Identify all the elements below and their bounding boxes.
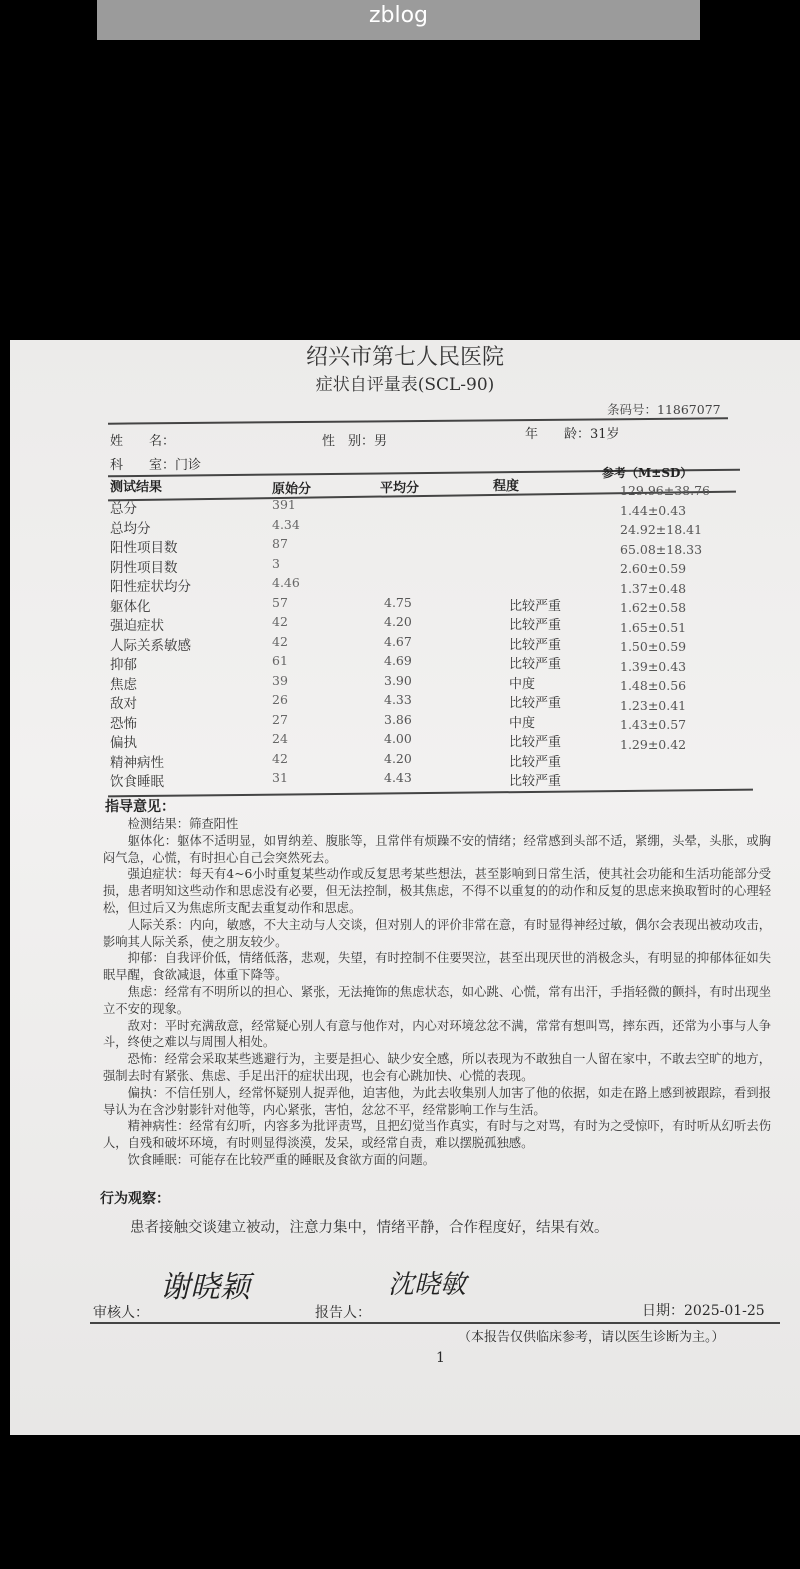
row-raw-score: 57 (272, 594, 288, 610)
reviewer-signature: 谢晓颖 (160, 1270, 250, 1305)
guidance-paragraph: 敌对：平时充满敌意，经常疑心别人有意与他作对，内心对环境忿忿不满，常常有想叫骂，摔东西，还常为小事与人争斗，终使之难以与周围人相处。 (103, 1018, 771, 1050)
reporter-label: 报告人： (315, 1305, 371, 1321)
row-raw-score: 24 (272, 731, 288, 746)
row-average (384, 575, 509, 595)
row-name: 饮食睡眠 (110, 774, 164, 790)
header-raw: 原始分 (272, 482, 312, 497)
row-name: 躯体化 (110, 598, 151, 615)
guidance-paragraph: 偏执：不信任别人，经常怀疑别人捉弄他，迫害他，为此去收集别人加害了他的依据，如走在路上感到被跟踪，看到报导认为在含沙射影针对他等，内心紧张，害怕，忿忿不平，经常影响工作与生活。 (103, 1085, 771, 1117)
page-number: 1 (436, 1350, 445, 1366)
row-raw-score: 4.46 (272, 575, 300, 590)
reference-value: 1.48±0.56 (620, 678, 687, 693)
reviewer-label: 审核人： (93, 1305, 149, 1321)
row-raw-score: 391 (272, 497, 296, 512)
reference-value: 1.43±0.57 (620, 717, 687, 732)
row-name: 阳性症状均分 (110, 579, 191, 595)
guidance-title: 指导意见： (105, 799, 175, 815)
hospital-name: 绍兴市第七人民医院 (305, 345, 504, 370)
row-name: 敌对 (110, 696, 137, 712)
row-raw-score: 26 (272, 692, 288, 707)
row-degree: 比较严重 (509, 696, 562, 711)
header-degree: 程度 (493, 479, 520, 494)
row-average: 4.20 (384, 750, 412, 766)
name-field: 姓 名： (110, 434, 176, 449)
reference-value: 1.65±0.51 (620, 619, 687, 635)
header-item: 测试结果 (110, 480, 163, 495)
row-name: 抑郁 (110, 657, 137, 673)
row-average (384, 517, 509, 537)
row-average: 3.86 (384, 711, 412, 727)
guidance-paragraph: 检测结果：筛查阳性 (127, 817, 239, 831)
guidance-paragraph: 恐怖：经常会采取某些逃避行为，主要是担心、缺少安全感，所以表现为不敢独自一人留在家中，不敢去空旷的地方，强制去时有紧张、焦虑、手足出汗的症状出现，也会有心跳加快、心慌的表现。 (103, 1052, 771, 1083)
reference-value: 1.23±0.41 (620, 697, 687, 713)
age-field: 年 龄：31岁 (525, 427, 620, 442)
row-average (384, 497, 509, 517)
row-degree (509, 497, 629, 517)
row-average: 4.43 (384, 770, 412, 785)
row-raw-score: 31 (272, 770, 288, 785)
row-average (384, 556, 509, 576)
table-row (110, 712, 629, 732)
row-name: 恐怖 (110, 715, 137, 732)
row-average: 4.67 (384, 633, 412, 649)
row-average: 3.90 (384, 672, 412, 688)
row-raw-score: 4.34 (272, 516, 300, 532)
row-average: 4.69 (384, 653, 412, 668)
row-average (384, 536, 509, 556)
row-name: 阳性项目数 (110, 540, 178, 556)
barcode: 条码号：11867077 (607, 402, 721, 417)
reference-value: 1.37±0.48 (620, 580, 687, 596)
divider (90, 1322, 780, 1324)
reference-value: 129.96±38.76 (620, 483, 710, 498)
report-date: 日期：2025-01-25 (642, 1303, 765, 1319)
table-row (110, 575, 629, 595)
row-average: 4.20 (384, 614, 412, 629)
row-name: 人际关系敏感 (110, 637, 191, 654)
row-degree (509, 536, 629, 556)
row-degree (509, 556, 629, 576)
row-name: 偏执 (110, 735, 137, 751)
report-title: 症状自评量表(SCL-90) (315, 375, 495, 395)
row-average: 4.75 (384, 594, 412, 610)
table-row (110, 595, 629, 615)
row-degree: 中度 (509, 715, 536, 731)
row-degree: 中度 (509, 676, 536, 692)
row-raw-score: 42 (272, 614, 288, 629)
row-degree (509, 517, 629, 537)
table-row (110, 497, 629, 517)
top-banner (97, 0, 700, 40)
row-degree: 比较严重 (509, 735, 562, 750)
disclaimer: （本报告仅供临床参考，请以医生诊断为主。） (458, 1330, 725, 1345)
reference-value: 24.92±18.41 (620, 522, 703, 537)
table-row (110, 770, 629, 790)
observation-text: 患者接触交谈建立被动，注意力集中，情绪平静，合作程度好，结果有效。 (130, 1220, 609, 1236)
row-raw-score: 42 (272, 750, 288, 766)
divider (108, 417, 728, 424)
table-row (110, 634, 629, 654)
header-ref: 参考（M±SD） (602, 466, 693, 480)
reporter-signature: 沈晓敏 (388, 1270, 467, 1300)
row-raw-score: 27 (272, 711, 288, 727)
table-row (110, 556, 629, 576)
reference-value: 2.60±0.59 (620, 561, 687, 576)
guidance-paragraph: 精神病性：经常有幻听，内容多为批评责骂，且把幻觉当作真实，有时与之对骂，有时为之受惊吓，有时听从幻听去伤人，自残和破坏环境，有时则显得淡漠，发呆，或经常自责，难以摆脱孤独感。 (103, 1119, 771, 1151)
reference-value: 1.62±0.58 (620, 600, 687, 615)
row-degree: 比较严重 (509, 637, 562, 653)
guidance-paragraph: 人际关系：内向，敏感，不大主动与人交谈，但对别人的评价非常在意，有时显得神经过敏，偶尔会表现出被动攻击，影响其人际关系，使之朋友较少。 (103, 917, 771, 949)
table-row (110, 731, 629, 751)
row-name: 精神病性 (110, 754, 164, 771)
reference-value: 1.44±0.43 (620, 502, 687, 518)
row-degree: 比较严重 (509, 774, 562, 789)
banner-text: zblog (368, 3, 429, 28)
table-row (110, 614, 629, 634)
row-name: 总分 (110, 501, 137, 517)
row-raw-score: 3 (272, 555, 280, 571)
row-degree: 比较严重 (509, 598, 562, 614)
row-raw-score: 39 (272, 672, 288, 688)
row-name: 总均分 (110, 520, 151, 537)
reference-value: 65.08±18.33 (620, 541, 703, 557)
guidance-paragraph: 强迫症状：每天有4~6小时重复某些动作或反复思考某些想法，甚至影响到日常生活，使其社会功能和生活功能部分受损，患者明知这些动作和思虑没有必要，但无法控制，极其焦虑，不得不以重复的的动作和反复的思虑来换取暂时的心理轻松，但过后又为焦虑所支配去重复动作和思虑。 (103, 867, 771, 915)
table-row (110, 517, 629, 537)
header-avg: 平均分 (380, 481, 420, 496)
department-field: 科 室：门诊 (110, 458, 202, 473)
reference-value: 1.39±0.43 (620, 658, 687, 674)
row-raw-score: 61 (272, 653, 288, 668)
guidance-paragraph: 焦虑：经常有不明所以的担心、紧张，无法掩饰的焦虑状态，如心跳、心慌，常有出汗，手指轻微的颤抖，有时出现坐立不安的现象。 (103, 984, 771, 1016)
row-raw-score: 42 (272, 633, 288, 649)
guidance-paragraph: 抑郁：自我评价低，情绪低落，悲观，失望，有时控制不住要哭泣，甚至出现厌世的消极念头，有明显的抑郁体征如失眠早醒，食欲减退，体重下降等。 (103, 951, 771, 983)
guidance-section (103, 816, 771, 1169)
divider (108, 789, 753, 797)
report-paper (10, 340, 800, 1435)
row-degree: 比较严重 (509, 754, 562, 770)
table-row (110, 653, 629, 673)
row-average: 4.33 (384, 692, 412, 707)
gender-field: 性 别：男 (322, 434, 388, 449)
table-row (110, 673, 629, 693)
reference-value: 1.29±0.42 (620, 736, 687, 752)
row-average: 4.00 (384, 731, 412, 746)
row-name: 阴性项目数 (110, 559, 178, 576)
observation-title: 行为观察： (100, 1191, 170, 1207)
row-name: 强迫症状 (110, 618, 164, 634)
row-raw-score: 87 (272, 536, 288, 551)
reference-value: 1.50±0.59 (620, 639, 687, 654)
table-row (110, 692, 629, 712)
table-row (110, 751, 629, 771)
row-degree: 比较严重 (509, 657, 562, 672)
row-name: 焦虑 (110, 676, 137, 693)
guidance-paragraph: 饮食睡眠：可能存在比较严重的睡眠及食欲方面的问题。 (127, 1152, 436, 1167)
row-degree (509, 575, 629, 595)
guidance-paragraph: 躯体化：躯体不适明显，如胃纳差、腹胀等，且常伴有烦躁不安的情绪；经常感到头部不适，紧绷，头晕，头胀，或胸闷气急，心慌，有时担心自己会突然死去。 (103, 833, 771, 865)
table-row (110, 536, 629, 556)
row-degree: 比较严重 (509, 618, 562, 633)
